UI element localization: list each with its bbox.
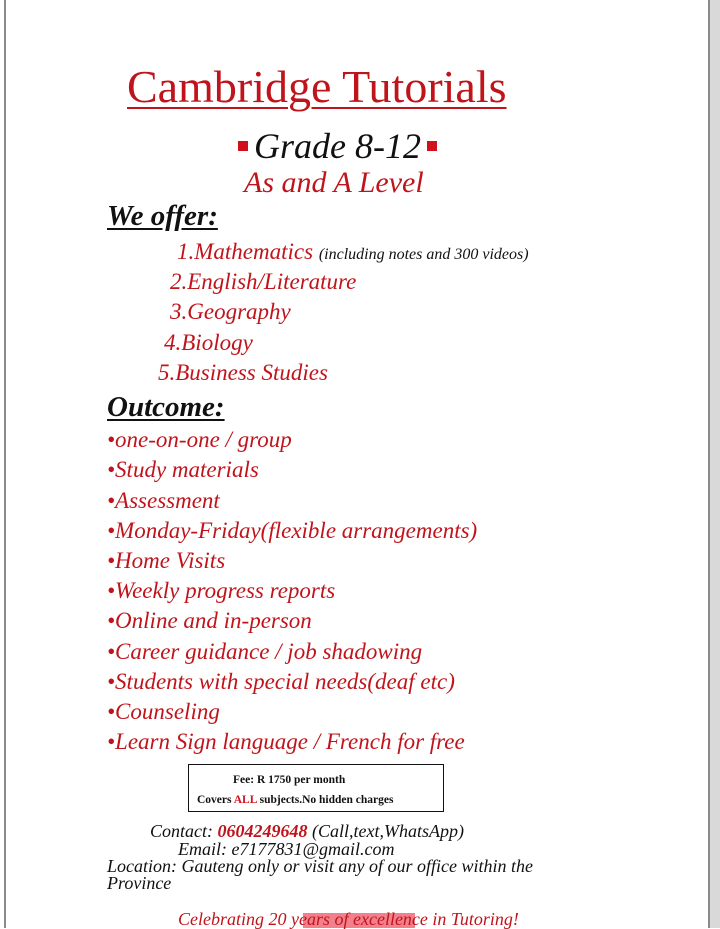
viewer-background (710, 0, 720, 928)
contact-line (150, 822, 464, 840)
fee-coverage-suffix: subjects.No hidden charges (256, 794, 394, 806)
outcome-item: •Career guidance / job shadowing (107, 639, 423, 664)
contact-email: Email: e7177831@gmail.com (178, 839, 395, 859)
contact-phone: 0604249648 (217, 821, 308, 841)
fee-coverage-prefix: Covers (197, 794, 234, 806)
subject-item: 2.English/Literature (170, 269, 357, 294)
subject-item: 5.Business Studies (158, 360, 328, 385)
outcome-item: •Counseling (107, 699, 220, 724)
bullet-square-icon (238, 141, 248, 151)
bullet-square-icon (427, 141, 437, 151)
subject-item: 3.Geography (170, 299, 291, 324)
contact-location-cont: Province (107, 873, 172, 893)
contact-location: Location: Gauteng only or visit any of our office within the (107, 856, 533, 876)
subject-item: 4.Biology (164, 330, 253, 355)
outcome-item: •Home Visits (107, 548, 226, 573)
level-label: As and A Level (244, 166, 424, 199)
offer-heading: We offer: (107, 200, 218, 232)
outcome-item: •one-on-one / group (107, 427, 292, 452)
outcome-item: •Weekly progress reports (107, 578, 336, 603)
subject-item (177, 240, 529, 263)
contact-label: Contact: (150, 821, 218, 841)
footer-tagline: Celebrating 20 years of excellence in Tutoring! (178, 909, 519, 929)
grade-line (232, 128, 443, 164)
contact-methods: (Call,text,WhatsApp) (307, 821, 464, 841)
fee-coverage (197, 794, 393, 806)
subject-note: (including notes and 300 videos) (318, 246, 529, 263)
document-title: Cambridge Tutorials (127, 61, 507, 112)
outcome-item: •Online and in-person (107, 608, 312, 633)
outcome-item: •Study materials (107, 457, 259, 482)
outcome-item: •Students with special needs(deaf etc) (107, 669, 455, 694)
fee-amount: Fee: R 1750 per month (233, 774, 346, 786)
outcome-heading: Outcome: (107, 391, 225, 423)
page-border-left (4, 0, 6, 928)
grade-label: Grade 8-12 (254, 126, 421, 166)
fee-all-emphasis: ALL (233, 794, 257, 806)
outcome-item: •Assessment (107, 488, 220, 513)
outcome-item: •Monday-Friday(flexible arrangements) (107, 518, 478, 543)
fee-box (188, 764, 444, 812)
outcome-item: •Learn Sign language / French for free (107, 729, 465, 754)
subject-label: 1.Mathematics (177, 239, 314, 264)
